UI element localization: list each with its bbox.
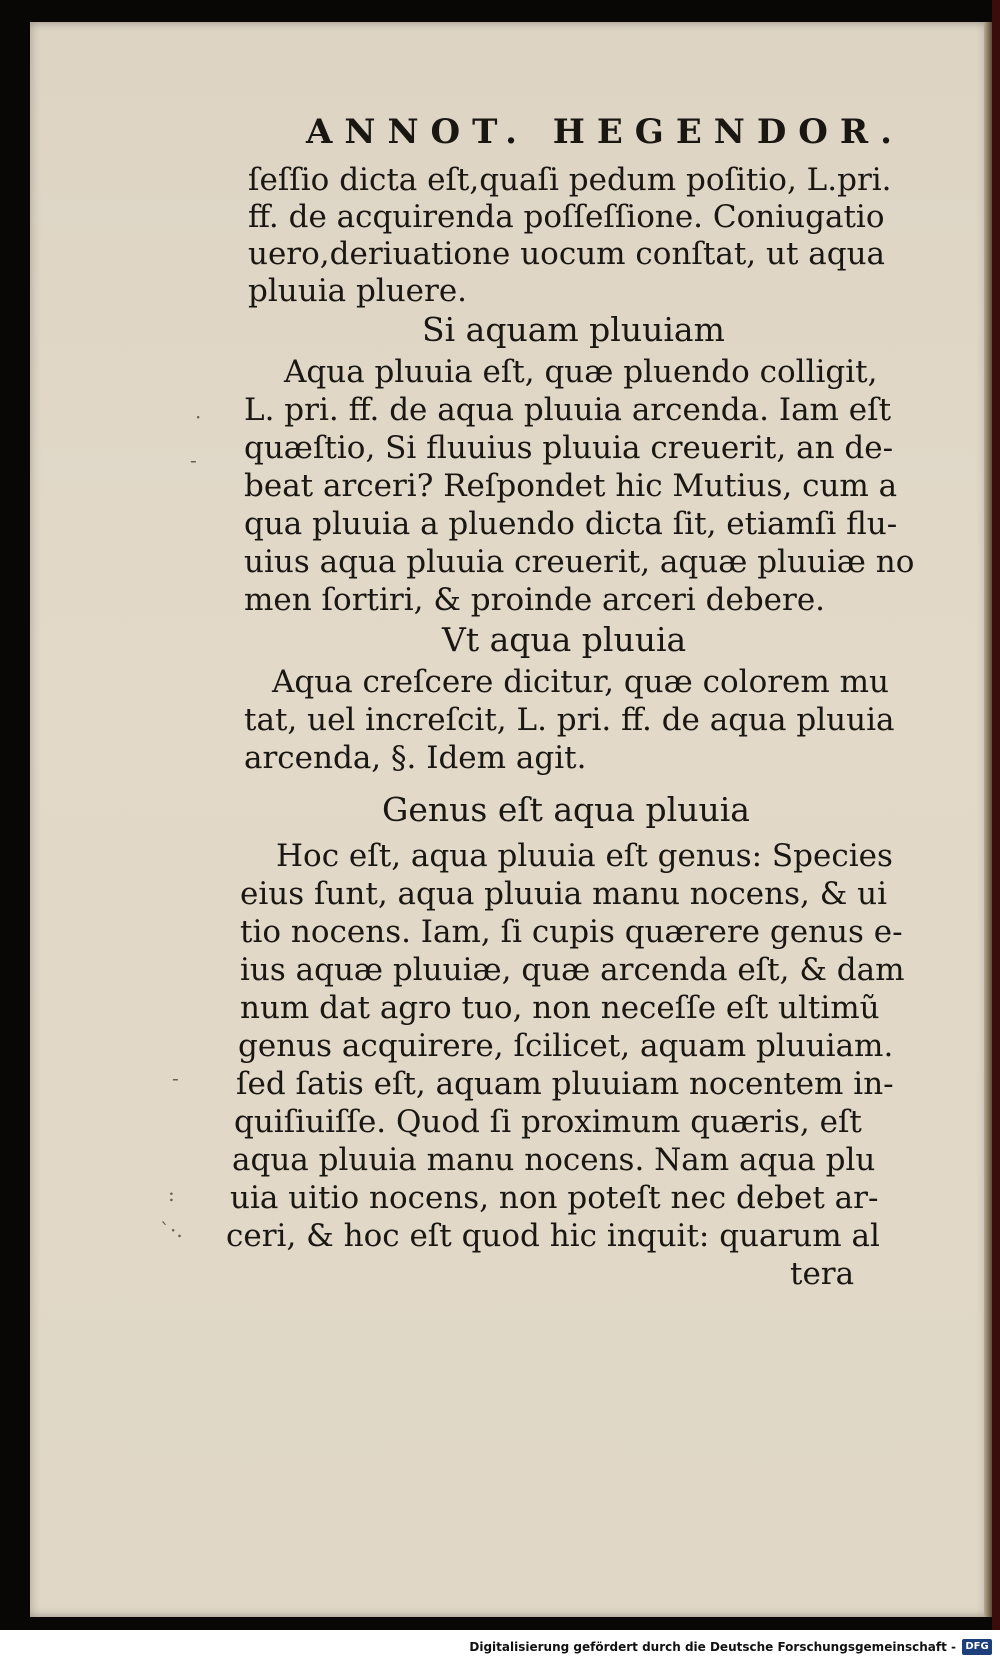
- section-heading: Genus eſt aqua pluuia: [382, 790, 750, 829]
- text-line: tat, uel increſcit, L. pri. ff. de aqua pluuia: [244, 702, 895, 738]
- text-line: beat arceri? Reſpondet hic Mutius, cum a: [244, 468, 898, 504]
- text-line: uero,deriuatione uocum conſtat, ut aqua: [248, 236, 886, 272]
- text-line: ff. de acquirenda poſſeſſione. Coniugatio: [248, 199, 885, 235]
- text-line: Aqua pluuia eſt, quæ pluendo colligit,: [284, 354, 878, 390]
- text-line: quiſiuiſſe. Quod ſi proximum quæris, eſt: [234, 1104, 862, 1140]
- margin-speck: -: [190, 448, 197, 472]
- footer-bar: [0, 1630, 1000, 1666]
- text-line: Hoc eſt, aqua pluuia eſt genus: Species: [276, 838, 893, 874]
- text-line: uius aqua pluuia creuerit, aquæ pluuiæ no: [244, 544, 915, 580]
- text-line: num dat agro tuo, non neceſſe eſt ultimũ: [240, 990, 880, 1026]
- text-line: ius aquæ pluuiæ, quæ arcenda eſt, & dam: [240, 952, 905, 988]
- text-line: uia uitio nocens, non poteſt nec debet ar-: [230, 1180, 879, 1216]
- margin-speck: `·.: [160, 1218, 183, 1242]
- text-line: ceri, & hoc eſt quod hic inquit: quarum al: [226, 1218, 880, 1254]
- page-edge-shadow: [984, 22, 992, 1617]
- margin-speck: :: [168, 1182, 175, 1206]
- text-line: eius ſunt, aqua pluuia manu nocens, & ui: [240, 876, 888, 912]
- section-heading: Si aquam pluuiam: [422, 310, 725, 349]
- text-line: genus acquirere, ſcilicet, aquam pluuiam.: [238, 1028, 894, 1064]
- running-head: ANNOT. HEGENDOR.: [306, 112, 905, 152]
- text-line: ſed ſatis eſt, aquam pluuiam nocentem in-: [236, 1066, 894, 1102]
- margin-speck: ·: [195, 405, 202, 429]
- text-line: pluuia pluere.: [248, 273, 468, 309]
- text-line: ſeſſio dicta eſt,quaſi pedum poſitio, L.pri.: [248, 162, 892, 198]
- text-line: arcenda, §. Idem agit.: [244, 740, 587, 776]
- text-line: qua pluuia a pluendo dicta ſit, etiamſi flu-: [244, 506, 898, 542]
- book-cover-edge: [992, 0, 1000, 1630]
- text-line: L. pri. ff. de aqua pluuia arcenda. Iam eſt: [244, 392, 892, 428]
- catchword: tera: [790, 1256, 855, 1292]
- section-heading: Vt aqua pluuia: [442, 620, 687, 659]
- funding-credit: Digitalisierung gefördert durch die Deutsche Forschungsgemeinschaft -: [469, 1640, 956, 1654]
- text-line: aqua pluuia manu nocens. Nam aqua plu: [232, 1142, 876, 1178]
- text-line: quæſtio, Si fluuius pluuia creuerit, an de-: [244, 430, 894, 466]
- margin-speck: -: [172, 1066, 179, 1090]
- text-line: men ſortiri, & proinde arceri debere.: [244, 582, 826, 618]
- text-line: Aqua creſcere dicitur, quæ colorem mu: [272, 664, 890, 700]
- dfg-logo: DFG: [962, 1639, 992, 1655]
- text-line: tio nocens. Iam, ſi cupis quærere genus e-: [240, 914, 903, 950]
